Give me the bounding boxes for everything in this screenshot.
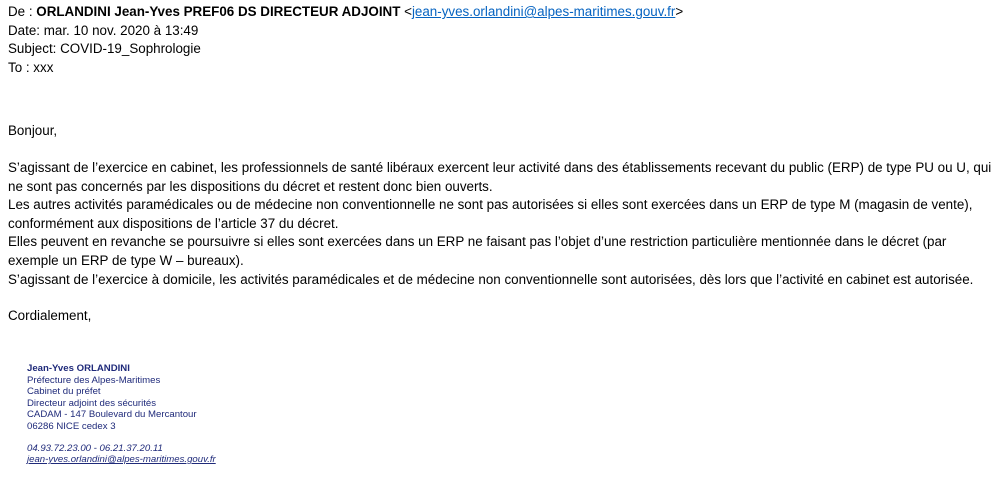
from-label: De : (8, 4, 37, 19)
email-header (8, 3, 993, 77)
signature-email-link[interactable]: jean-yves.orlandini@alpes-maritimes.gouv.fr (27, 454, 216, 466)
greeting: Bonjour, (8, 123, 58, 139)
signature-phones: 04.93.72.23.00 - 06.21.37.20.11 (27, 442, 163, 454)
to-line: To : xxx (8, 59, 54, 75)
paragraph-cabinet: S’agissant de l’exercice en cabinet, les professionnels de santé libéraux exercent leur activité dans des établissements recevant du public (ERP) de type PU ou U, qui ne sont pas concernés par les dispositions du décret et restent donc bien ouverts. (8, 159, 992, 194)
message-body (8, 159, 993, 289)
signature-line: Directeur adjoint des sécurités (27, 397, 157, 409)
from-line (8, 3, 993, 22)
signature-line: CADAM - 147 Boulevard du Mercantour (27, 409, 197, 421)
email-bracket-open: < (400, 4, 412, 19)
paragraph-home-practice: S’agissant de l’exercice à domicile, les activités paramédicales et de médecine non conventionnelle sont autorisées, dès lors que l’activité en cabinet est autorisée. (8, 271, 974, 287)
paragraph-other-activities: Les autres activités paramédicales ou de médecine non conventionnelle ne sont pas autorisées si elles sont exercées dans un ERP de type M (magasin de vente), conformément aux dispositions de l’article 37 du décret. (8, 197, 973, 231)
email-message (8, 3, 993, 326)
email-bracket-close: > (675, 4, 684, 19)
sender-name: ORLANDINI Jean-Yves PREF06 DS DIRECTEUR ADJOINT (36, 4, 401, 19)
closing: Cordialement, (8, 308, 92, 324)
signature-line: Préfecture des Alpes-Maritimes (27, 374, 161, 386)
email-signature (27, 363, 387, 466)
date-line: Date: mar. 10 nov. 2020 à 13:49 (8, 22, 199, 38)
signature-line: Cabinet du préfet (27, 386, 101, 398)
paragraph-exception: Elles peuvent en revanche se poursuivre si elles sont exercées dans un ERP ne faisant pas l’objet d’une restriction particulière mentionnée dans le décret (par exemple un ERP de type W – bureaux). (8, 234, 947, 268)
subject-line: Subject: COVID-19_Sophrologie (8, 41, 201, 57)
signature-line: 06286 NICE cedex 3 (27, 420, 116, 432)
signature-contact (27, 443, 387, 466)
sender-email-link[interactable]: jean-yves.orlandini@alpes-maritimes.gouv.fr (411, 4, 676, 19)
signature-name: Jean-Yves ORLANDINI (27, 363, 130, 374)
